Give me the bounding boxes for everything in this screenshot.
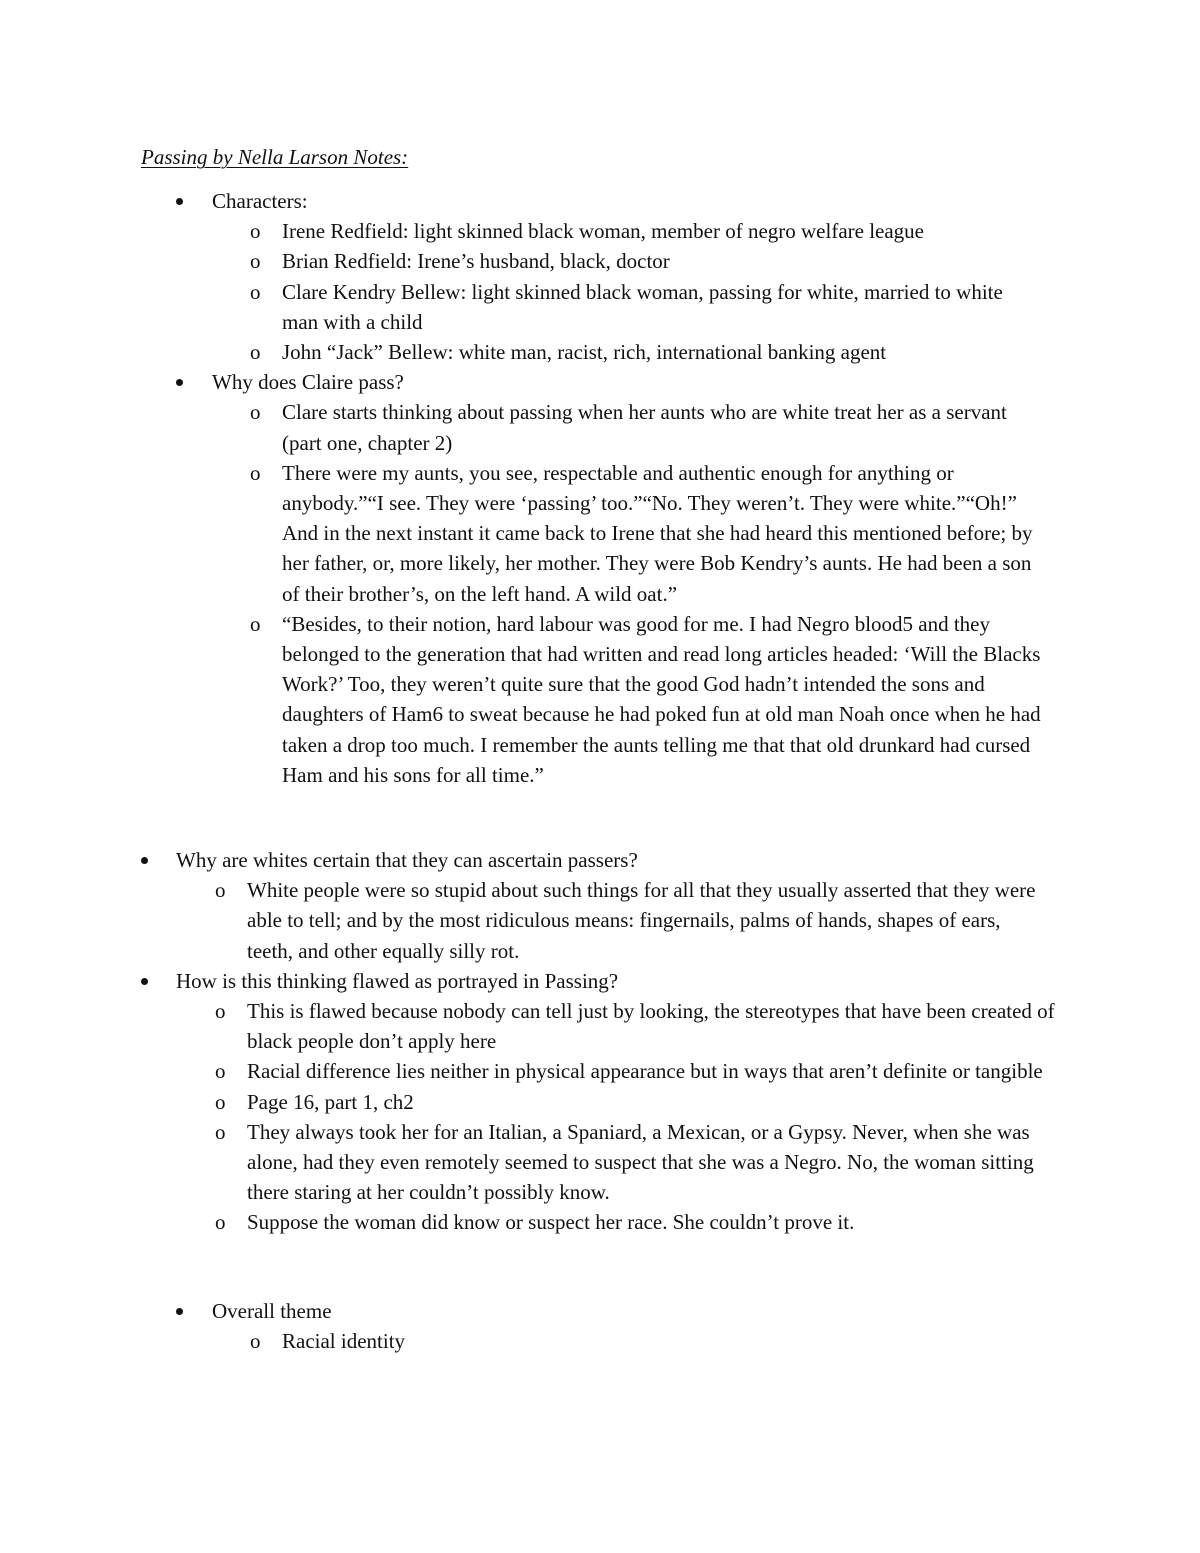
list-item bbox=[215, 1056, 1067, 1086]
list-item-text: White people were so stupid about such things for all that they usually asserted that they were able to tell; and by the most ridiculous means: fingernails, palms of hands, shapes of ears, teeth, and other equally silly rot. bbox=[247, 878, 1036, 963]
list-item bbox=[250, 458, 1042, 609]
list-item bbox=[250, 246, 1054, 276]
list-item-text: There were my aunts, you see, respectable and authentic enough for anything or anybody.”“I see. They were ‘passing’ too.”“No. They weren’t. They were white.”“Oh!” And in the next instant it came back to Irene that she had heard this mentioned before; by her father, or, more likely, her mother. They were Bob Kendry’s aunts. He had been a son of their brother’s, on the left hand. A wild oat.” bbox=[282, 460, 1033, 606]
list-item bbox=[139, 966, 1069, 1238]
circle-bullet-icon: o bbox=[250, 249, 261, 274]
list-item-text: Clare Kendry Bellew: light skinned black woman, passing for white, married to white man with a child bbox=[282, 279, 1003, 334]
bullet-icon bbox=[141, 978, 148, 985]
circle-bullet-icon: o bbox=[215, 1059, 226, 1084]
circle-bullet-icon: o bbox=[250, 1329, 261, 1354]
circle-bullet-icon: o bbox=[250, 611, 261, 636]
notes-block-1 bbox=[174, 186, 1054, 790]
list-item-text: “Besides, to their notion, hard labour was good for me. I had Negro blood5 and they belonged to the generation that had written and read long articles headed: ‘Will the Blacks Work?’ Too, they weren’t quite sure that the good God hadn’t intended the sons and daughters of Ham6 to sweat because he had poked fun at old man Noah once when he had taken a drop too much. I remember the aunts telling me that that old drunkard had cursed Ham and his sons for all time.” bbox=[282, 611, 1041, 787]
bullet-icon bbox=[176, 1308, 183, 1315]
list-item bbox=[215, 875, 1047, 966]
list-item bbox=[250, 397, 1037, 457]
flawed-list bbox=[215, 996, 1069, 1238]
list-item-text: Page 16, part 1, ch2 bbox=[247, 1089, 414, 1114]
notes-block-2 bbox=[139, 845, 1069, 1238]
section-heading-flawed: How is this thinking flawed as portrayed in Passing? bbox=[176, 968, 619, 993]
list-item-text: They always took her for an Italian, a Spaniard, a Mexican, or a Gypsy. Never, when she was alone, had they even remotely seemed to suspect that she was a Negro. No, the woman sitting there staring at her couldn’t possibly know. bbox=[247, 1119, 1034, 1205]
circle-bullet-icon: o bbox=[215, 999, 226, 1024]
list-item bbox=[250, 1326, 1054, 1356]
list-item bbox=[250, 216, 1054, 246]
notes-block-3 bbox=[174, 1296, 1054, 1356]
list-item bbox=[215, 1207, 1069, 1237]
theme-list bbox=[250, 1326, 1054, 1356]
circle-bullet-icon: o bbox=[250, 279, 261, 304]
characters-list bbox=[250, 216, 1054, 367]
list-item bbox=[174, 367, 1054, 790]
circle-bullet-icon: o bbox=[250, 460, 261, 485]
circle-bullet-icon: o bbox=[250, 400, 261, 425]
list-item bbox=[250, 337, 1054, 367]
section-heading-theme: Overall theme bbox=[212, 1299, 332, 1323]
list-item bbox=[215, 1117, 1052, 1208]
ascertain-list bbox=[215, 875, 1069, 966]
list-item-text: Clare starts thinking about passing when her aunts who are white treat her as a servant (part one, chapter 2) bbox=[282, 400, 1007, 455]
circle-bullet-icon: o bbox=[215, 1119, 226, 1144]
list-item-text: Racial difference lies neither in physical appearance but in ways that aren’t definite or tangible bbox=[247, 1059, 1043, 1084]
list-item-text: Brian Redfield: Irene’s husband, black, doctor bbox=[282, 249, 670, 274]
why-pass-list bbox=[250, 397, 1054, 790]
list-item bbox=[139, 845, 1069, 966]
section-heading-why-pass: Why does Claire pass? bbox=[212, 370, 404, 395]
circle-bullet-icon: o bbox=[250, 219, 261, 244]
bullet-icon bbox=[176, 379, 183, 386]
list-item bbox=[174, 1296, 1054, 1356]
list-item-text: Suppose the woman did know or suspect her race. She couldn’t prove it. bbox=[247, 1210, 855, 1235]
circle-bullet-icon: o bbox=[215, 1210, 226, 1235]
bullet-icon bbox=[141, 857, 148, 864]
document-title: Passing by Nella Larson Notes: bbox=[141, 145, 409, 169]
list-item-text: This is flawed because nobody can tell just by looking, the stereotypes that have been created of black people don’t apply here bbox=[247, 999, 1055, 1054]
list-item bbox=[215, 996, 1062, 1056]
circle-bullet-icon: o bbox=[250, 340, 261, 365]
list-item bbox=[250, 609, 1042, 790]
circle-bullet-icon: o bbox=[215, 1089, 226, 1114]
section-heading-characters: Characters: bbox=[212, 189, 308, 213]
list-item-text: Racial identity bbox=[282, 1329, 406, 1354]
list-item bbox=[215, 1087, 1069, 1117]
circle-bullet-icon: o bbox=[215, 878, 226, 903]
section-heading-ascertain: Why are whites certain that they can ascertain passers? bbox=[176, 848, 638, 872]
list-item-text: Irene Redfield: light skinned black woman, member of negro welfare league bbox=[282, 219, 925, 244]
list-item bbox=[250, 277, 1032, 337]
bullet-icon bbox=[176, 198, 183, 205]
list-item-text: John “Jack” Bellew: white man, racist, rich, international banking agent bbox=[282, 340, 887, 365]
list-item bbox=[174, 186, 1054, 367]
